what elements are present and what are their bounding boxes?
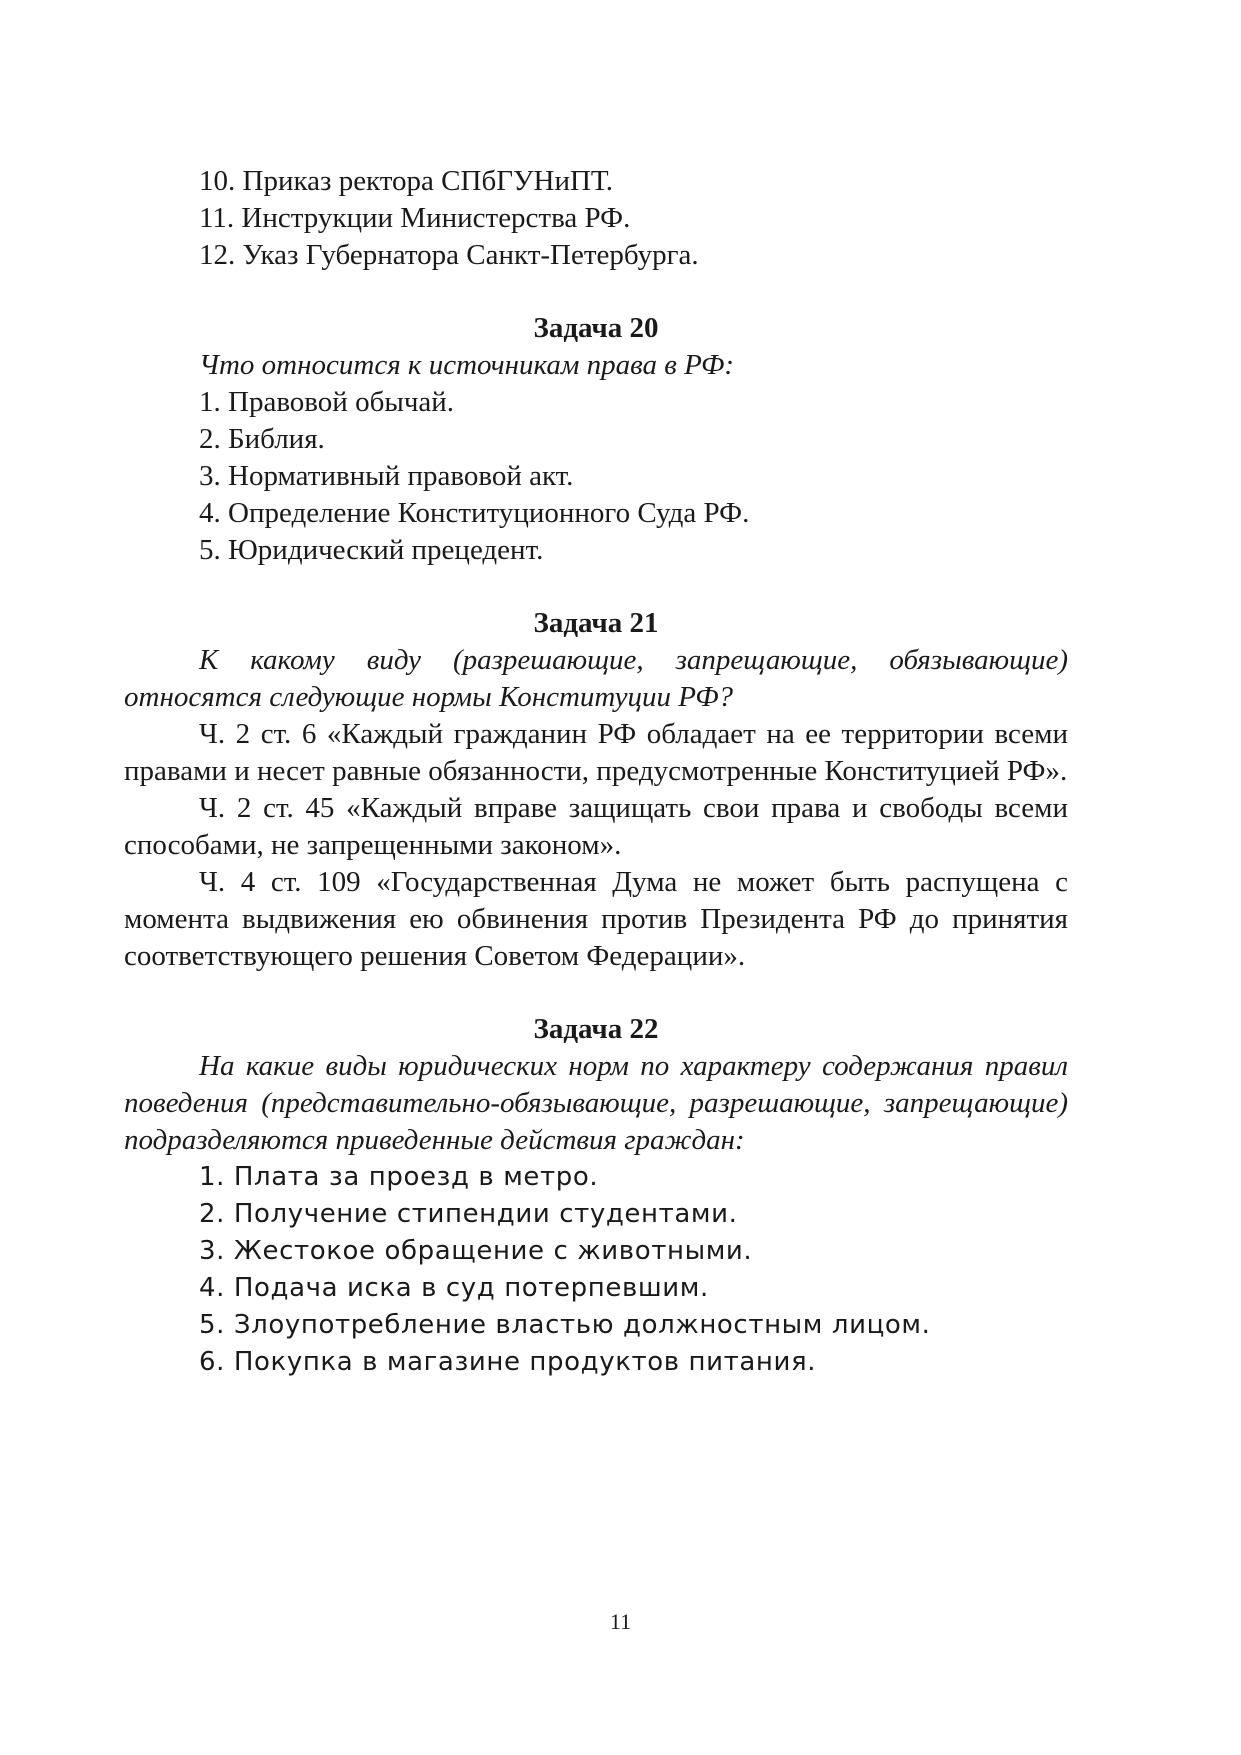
norm-paragraph: Ч. 2 ст. 45 «Каждый вправе защищать свои права и свободы всеми способами, не запрещенными законом». bbox=[124, 792, 1068, 861]
list-item: 5. Злоупотребление властью должностным лицом. bbox=[199, 1310, 931, 1340]
list-item: 10. Приказ ректора СПбГУНиПТ. bbox=[199, 165, 613, 197]
list-item: 4. Определение Конституционного Суда РФ. bbox=[199, 497, 750, 529]
task-20 bbox=[124, 310, 1068, 569]
list-item: 3. Жестокое обращение с животными. bbox=[199, 1236, 753, 1266]
list-item: 4. Подача иска в суд потерпевшим. bbox=[199, 1273, 709, 1303]
page-content bbox=[124, 163, 1068, 1381]
top-list bbox=[124, 163, 1068, 274]
list-item: 3. Нормативный правовой акт. bbox=[199, 460, 574, 492]
task-21 bbox=[124, 605, 1068, 975]
norm-paragraph: Ч. 2 ст. 6 «Каждый гражданин РФ обладает на ее территории всеми правами и несет равные обязанности, предусмотренные Конституцией РФ». bbox=[124, 718, 1068, 787]
list-item: 2. Получение стипендии студентами. bbox=[199, 1199, 738, 1229]
list-item: 5. Юридический прецедент. bbox=[199, 534, 544, 566]
task-22-question: На какие виды юридических норм по характеру содержания правил поведения (представительно-обязывающие, разрешающие, запрещающие) подразделяются приведенные действия граждан: bbox=[124, 1050, 1068, 1156]
task-22 bbox=[124, 1011, 1068, 1381]
task-22-title: Задача 22 bbox=[533, 1013, 659, 1045]
task-20-question: Что относится к источникам права в РФ: bbox=[199, 349, 735, 381]
task-20-title: Задача 20 bbox=[533, 312, 659, 344]
list-item: 12. Указ Губернатора Санкт-Петербурга. bbox=[199, 239, 699, 271]
list-item: 6. Покупка в магазине продуктов питания. bbox=[199, 1347, 817, 1377]
task-21-title: Задача 21 bbox=[533, 607, 659, 639]
list-item: 11. Инструкции Министерства РФ. bbox=[199, 202, 631, 234]
list-item: 2. Библия. bbox=[199, 423, 325, 455]
list-item: 1. Плата за проезд в метро. bbox=[199, 1162, 599, 1192]
page-number: 11 bbox=[609, 1609, 632, 1634]
norm-paragraph: Ч. 4 ст. 109 «Государственная Дума не может быть распущена с момента выдвижения ею обвинения против Президента РФ до принятия соответствующего решения Советом Федерации». bbox=[124, 866, 1068, 972]
task-21-question: К какому виду (разрешающие, запрещающие, обязывающие) относятся следующие нормы Конституции РФ? bbox=[124, 644, 1068, 713]
list-item: 1. Правовой обычай. bbox=[199, 386, 455, 418]
